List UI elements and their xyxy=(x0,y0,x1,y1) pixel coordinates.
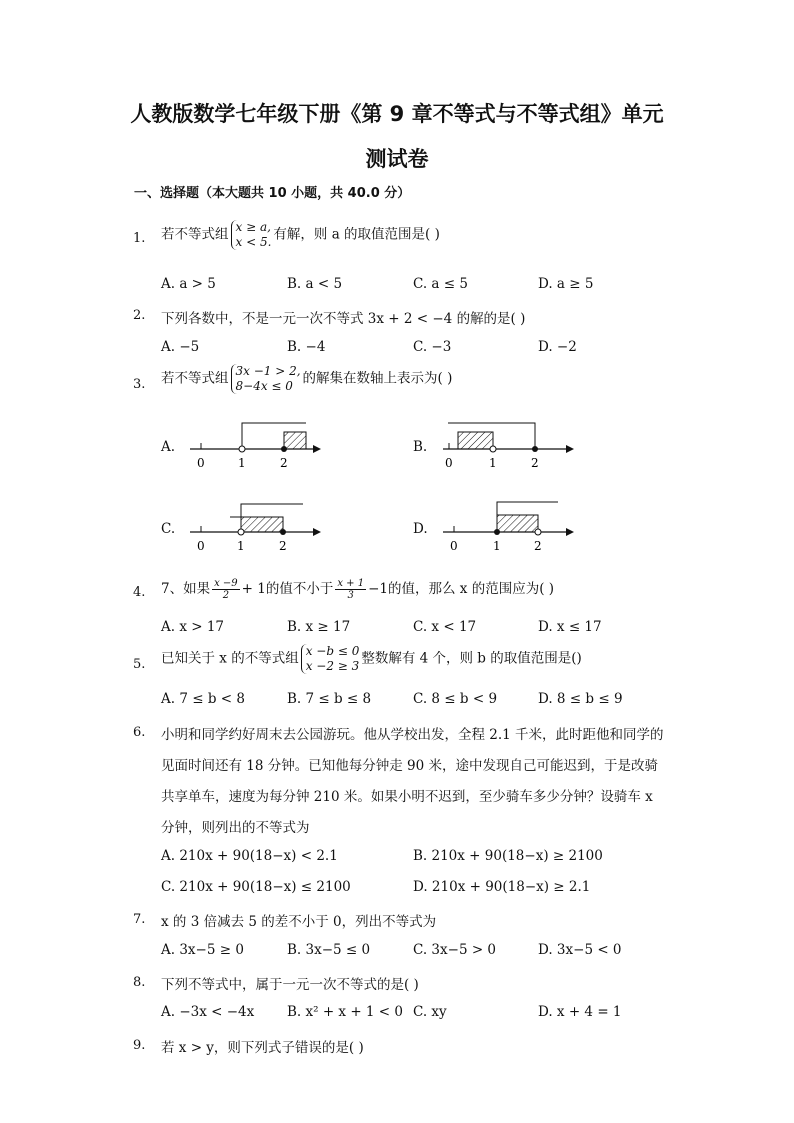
q6-option-c[interactable]: C. 210x + 90(18−x) ≤ 2100 xyxy=(161,879,351,895)
page-title-line1: 人教版数学七年级下册《第 9 章不等式与不等式组》单元 xyxy=(130,102,664,126)
q9-stem: 若 x > y，则下列式子错误的是( ) xyxy=(161,1040,364,1056)
q4-stem xyxy=(161,577,554,601)
q7-number: 7. xyxy=(133,912,146,927)
q4-f2-bot: 3 xyxy=(347,590,354,601)
q1-number: 1. xyxy=(133,231,146,246)
q3b-tick-1: 1 xyxy=(489,456,497,470)
q1-sys-a: x ≥ a, xyxy=(235,220,271,234)
q3-post: 的解集在数轴上表示为( ) xyxy=(302,370,453,387)
q8-number: 8. xyxy=(133,975,146,990)
q3-option-c-numberline[interactable] xyxy=(185,498,325,556)
q5-number: 5. xyxy=(133,657,146,672)
q4-post: −1的值，那么 x 的范围应为( ) xyxy=(368,581,555,597)
q3-option-c-label[interactable]: C. xyxy=(161,521,176,537)
q1-post: 有解，则 a 的取值范围是( ) xyxy=(273,226,440,243)
q4-fraction-1 xyxy=(212,578,240,601)
q3-option-d-label[interactable]: D. xyxy=(413,521,428,537)
q3d-tick-2: 2 xyxy=(534,539,542,553)
q7-option-b[interactable]: B. 3x−5 ≤ 0 xyxy=(287,942,371,958)
q4-mid: + 1的值不小于 xyxy=(241,581,334,597)
q3d-tick-1: 1 xyxy=(493,539,501,553)
q5-stem xyxy=(161,644,582,674)
q1-option-a[interactable]: A. a > 5 xyxy=(161,276,216,292)
q8-option-b[interactable]: B. x² + x + 1 < 0 xyxy=(287,1004,404,1020)
q3b-tick-2: 2 xyxy=(531,456,539,470)
q6-option-a[interactable]: A. 210x + 90(18−x) < 2.1 xyxy=(161,848,338,864)
q3a-tick-0: 0 xyxy=(197,456,205,470)
q4-option-a[interactable]: A. x > 17 xyxy=(161,619,225,635)
q4-pre: 7、如果 xyxy=(161,581,211,597)
q5-pre: 已知关于 x 的不等式组 xyxy=(161,650,299,667)
q4-number: 4. xyxy=(133,585,146,600)
q1-pre: 若不等式组 xyxy=(161,226,229,243)
q1-option-b[interactable]: B. a < 5 xyxy=(287,276,343,292)
q3-number: 3. xyxy=(133,377,146,392)
q3-option-b-label[interactable]: B. xyxy=(413,439,428,455)
q5-sys-a: x −b ≤ 0 xyxy=(305,644,360,658)
q4-option-c[interactable]: C. x < 17 xyxy=(413,619,477,635)
q3-option-d-numberline[interactable] xyxy=(438,498,578,556)
q6-number: 6. xyxy=(133,725,146,740)
q1-system xyxy=(231,220,272,250)
q3-option-a-label[interactable]: A. xyxy=(161,439,176,455)
q5-option-c[interactable]: C. 8 ≤ b < 9 xyxy=(413,691,498,707)
q8-option-c[interactable]: C. xy xyxy=(413,1004,447,1020)
q5-system xyxy=(301,644,360,674)
q3a-tick-1: 1 xyxy=(238,456,246,470)
q5-option-d[interactable]: D. 8 ≤ b ≤ 9 xyxy=(538,691,623,707)
q3-stem xyxy=(161,364,452,394)
q4-fraction-2 xyxy=(335,578,366,601)
q3c-tick-1: 1 xyxy=(237,539,245,553)
q2-option-a[interactable]: A. −5 xyxy=(161,339,200,355)
q2-number: 2. xyxy=(133,308,146,323)
q5-option-b[interactable]: B. 7 ≤ b ≤ 8 xyxy=(287,691,372,707)
q1-option-c[interactable]: C. a ≤ 5 xyxy=(413,276,468,292)
q3c-tick-2: 2 xyxy=(279,539,287,553)
q4-f1-bot: 2 xyxy=(222,590,230,601)
q1-option-d[interactable]: D. a ≥ 5 xyxy=(538,276,594,292)
q3c-tick-0: 0 xyxy=(197,539,205,553)
q8-option-d[interactable]: D. x + 4 = 1 xyxy=(538,1004,622,1020)
q3d-tick-0: 0 xyxy=(450,539,458,553)
q4-f2-top: x + 1 xyxy=(337,578,365,589)
q3-system xyxy=(231,364,301,394)
q3-sys-b: 8−4x ≤ 0 xyxy=(235,379,293,393)
q3-option-b-numberline[interactable] xyxy=(438,415,578,473)
q4-option-d[interactable]: D. x ≤ 17 xyxy=(538,619,602,635)
q3-pre: 若不等式组 xyxy=(161,370,229,387)
q6-line-1: 小明和同学约好周末去公园游玩。他从学校出发，全程 2.1 千米，此时距他和同学的 xyxy=(161,727,664,743)
q5-post: 整数解有 4 个，则 b 的取值范围是() xyxy=(361,650,582,667)
q2-option-d[interactable]: D. −2 xyxy=(538,339,577,355)
q3-option-a-numberline[interactable] xyxy=(185,415,325,473)
q1-sys-b: x < 5. xyxy=(235,235,272,249)
page-title-line2: 测试卷 xyxy=(365,147,429,171)
q3a-tick-2: 2 xyxy=(280,456,288,470)
q8-option-a[interactable]: A. −3x < −4x xyxy=(161,1004,255,1020)
q7-stem: x 的 3 倍减去 5 的差不小于 0，列出不等式为 xyxy=(161,914,437,930)
q5-sys-b: x −2 ≥ 3 xyxy=(305,659,360,673)
q2-option-c[interactable]: C. −3 xyxy=(413,339,452,355)
q7-option-a[interactable]: A. 3x−5 ≥ 0 xyxy=(161,942,244,958)
q8-stem: 下列不等式中，属于一元一次不等式的是( ) xyxy=(161,977,419,993)
q2-stem: 下列各数中，不是一元一次不等式 3x + 2 < −4 的解的是( ) xyxy=(161,311,526,327)
q9-number: 9. xyxy=(133,1038,146,1053)
q2-option-b[interactable]: B. −4 xyxy=(287,339,326,355)
q3b-tick-0: 0 xyxy=(445,456,453,470)
q5-option-a[interactable]: A. 7 ≤ b < 8 xyxy=(161,691,245,707)
q4-option-b[interactable]: B. x ≥ 17 xyxy=(287,619,351,635)
q6-option-d[interactable]: D. 210x + 90(18−x) ≥ 2.1 xyxy=(413,879,591,895)
q3-sys-a: 3x −1 > 2, xyxy=(235,364,301,378)
q6-line-2: 见面时间还有 18 分钟。已知他每分钟走 90 米，途中发现自己可能迟到，于是改骑 xyxy=(161,758,659,774)
q7-option-c[interactable]: C. 3x−5 > 0 xyxy=(413,942,497,958)
q7-option-d[interactable]: D. 3x−5 < 0 xyxy=(538,942,622,958)
q1-stem xyxy=(161,220,440,250)
section-heading: 一、选择题（本大题共 10 小题，共 40.0 分） xyxy=(134,186,411,201)
q6-option-b[interactable]: B. 210x + 90(18−x) ≥ 2100 xyxy=(413,848,603,864)
q4-f1-top: x −9 xyxy=(214,578,238,589)
q6-line-4: 分钟，则列出的不等式为 xyxy=(161,820,310,836)
q6-line-3: 共享单车，速度为每分钟 210 米。如果小明不迟到，至少骑车多少分钟？设骑车 x xyxy=(161,789,653,805)
